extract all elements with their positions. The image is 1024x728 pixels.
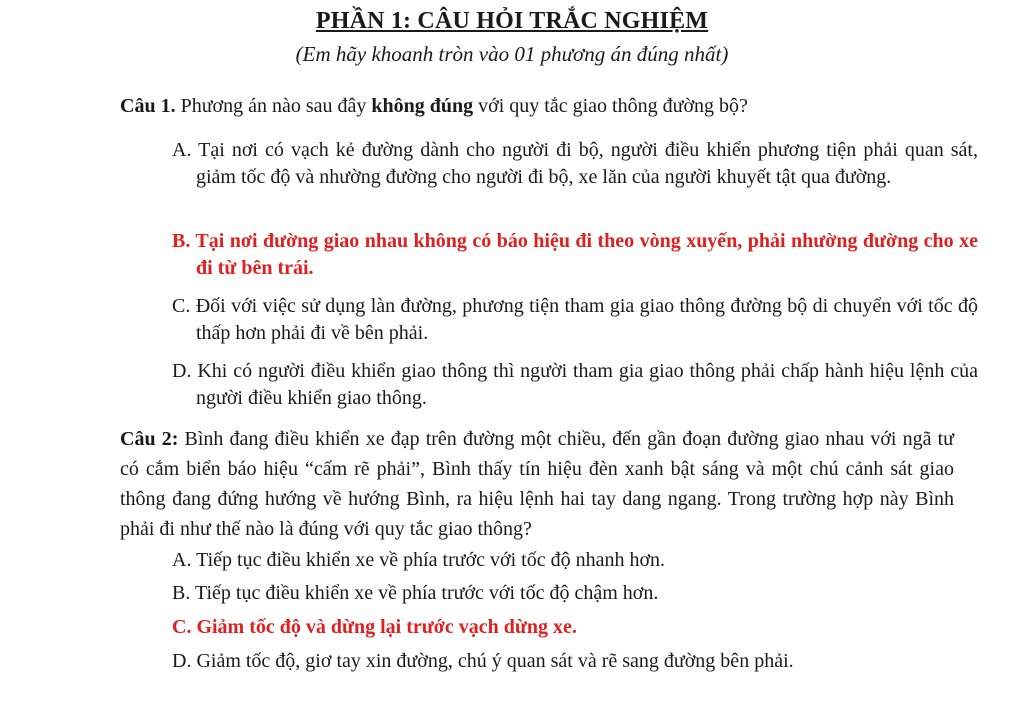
question-1-option-c[interactable]: C. Đối với việc sử dụng làn đường, phương tiện tham gia giao thông đường bộ di chuyển với tốc độ thấp hơn phải đi về bên phải. xyxy=(172,295,978,344)
question-1-label: Câu 1. xyxy=(120,95,176,117)
question-2-option-c-correct[interactable]: C. Giảm tốc độ và dừng lại trước vạch dừng xe. xyxy=(172,616,577,638)
question-1-text-before: Phương án nào sau đây xyxy=(180,95,367,117)
question-2-label: Câu 2: xyxy=(120,428,179,450)
question-2-text: Bình đang điều khiển xe đạp trên đường một chiều, đến gần đoạn đường giao nhau với ngã tư có cắm biển báo hiệu “cấm rẽ phải”, Bình thấy tín hiệu đèn xanh bật sáng và một chú cảnh sát giao thông đang đứng hướng về hướng Bình, ra hiệu lệnh hai tay dang ngang. Trong trường hợp này Bình phải đi như thế nào là đúng với quy tắc giao thông? xyxy=(120,428,955,540)
question-1-stem xyxy=(120,93,980,119)
question-1-emphasis: không đúng xyxy=(371,95,474,117)
question-1-option-b-correct[interactable]: B. Tại nơi đường giao nhau không có báo hiệu đi theo vòng xuyến, phải nhường đường cho xe đi từ bên trái. xyxy=(172,230,978,279)
question-1-option-d[interactable]: D. Khi có người điều khiển giao thông thì người tham gia giao thông phải chấp hành hiệu lệnh của người điều khiển giao thông. xyxy=(172,360,978,409)
question-1-option-a[interactable]: A. Tại nơi có vạch kẻ đường dành cho người đi bộ, người điều khiển phương tiện phải quan sát, giảm tốc độ và nhường đường cho người đi bộ, xe lăn của người khuyết tật qua đường. xyxy=(172,139,978,188)
question-2-option-b[interactable]: B. Tiếp tục điều khiển xe về phía trước với tốc độ chậm hơn. xyxy=(172,582,659,604)
section-instructions: (Em hãy khoanh tròn vào 01 phương án đúng nhất) xyxy=(295,42,729,66)
question-2-stem xyxy=(120,424,954,544)
section-title: PHẦN 1: CÂU HỎI TRẮC NGHIỆM xyxy=(315,8,709,34)
question-2-option-d[interactable]: D. Giảm tốc độ, giơ tay xin đường, chú ý quan sát và rẽ sang đường bên phải. xyxy=(172,650,794,672)
question-1-text-after: với quy tắc giao thông đường bộ? xyxy=(478,95,748,117)
question-2-option-a[interactable]: A. Tiếp tục điều khiển xe về phía trước với tốc độ nhanh hơn. xyxy=(172,549,666,571)
